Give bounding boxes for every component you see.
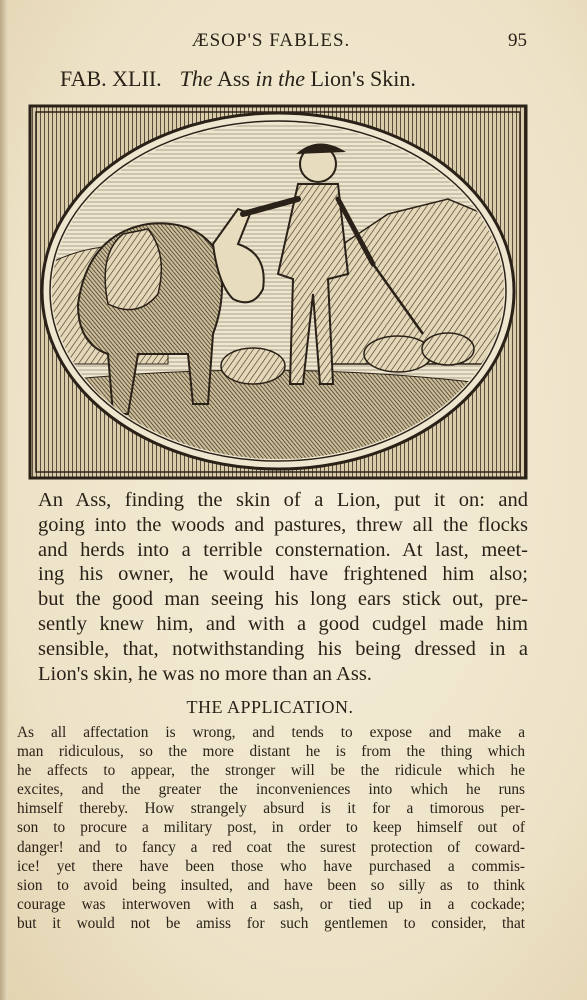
body-line: and herds into a terrible consternation. At last, meet- (38, 538, 528, 561)
application-heading: THE APPLICATION. (186, 697, 354, 717)
body-line: but the good man seeing his long ears stick out, pre- (38, 588, 528, 611)
body-line: sensible, that, notwithstanding his being dressed in a (38, 637, 528, 660)
running-head: ÆSOP'S FABLES. (191, 30, 351, 51)
fable-title (60, 66, 560, 92)
title-word-ass: Ass (216, 66, 250, 91)
page-gutter (0, 0, 8, 1000)
title-word-lions: Lion's (310, 66, 365, 91)
application-line: courage was interwoven with a sash, or tied up in a cockade; (17, 895, 525, 913)
body-line: An Ass, finding the skin of a Lion, put it on: and (38, 489, 528, 511)
fable-number: FAB. XLII. (60, 66, 162, 91)
application-line: but it would not be amiss for such gentlemen to consider, that (17, 914, 525, 932)
body-line: going into the woods and pastures, threw all the flocks (38, 513, 528, 536)
title-word-the: The (179, 66, 213, 91)
application-line: he affects to appear, the stronger will be the ridicule which he (17, 762, 525, 780)
application-body (17, 723, 525, 933)
application-line: sion to avoid being insulted, and have been so silly as to think (17, 876, 525, 894)
application-line: As all affectation is wrong, and tends to expose and make a (17, 724, 525, 741)
application-line: son to procure a military post, in order to keep himself out of (17, 819, 525, 837)
fable-body (38, 488, 528, 686)
application-line: man ridiculous, so the more distant he is from the thing which (17, 743, 525, 761)
application-line: himself thereby. How strangely absurd is it for a timorous per- (17, 800, 525, 818)
title-word-skin: Skin. (370, 66, 416, 91)
body-line: Lion's skin, he was no more than an Ass. (38, 662, 372, 685)
application-line: danger! and to fancy a red coat the surest protection of coward- (17, 838, 525, 856)
page-number: 95 (508, 30, 527, 51)
body-line: sently knew him, and with a good cudgel made him (38, 612, 528, 635)
title-word-in-the: in the (255, 66, 305, 91)
application-line: excites, and the greater the inconveniences into which he runs (17, 781, 525, 799)
application-line: ice! yet there have been those who have purchased a commis- (17, 857, 525, 875)
woodcut-illustration (28, 104, 528, 480)
body-line: ing his owner, he would have frightened him also; (38, 563, 528, 586)
